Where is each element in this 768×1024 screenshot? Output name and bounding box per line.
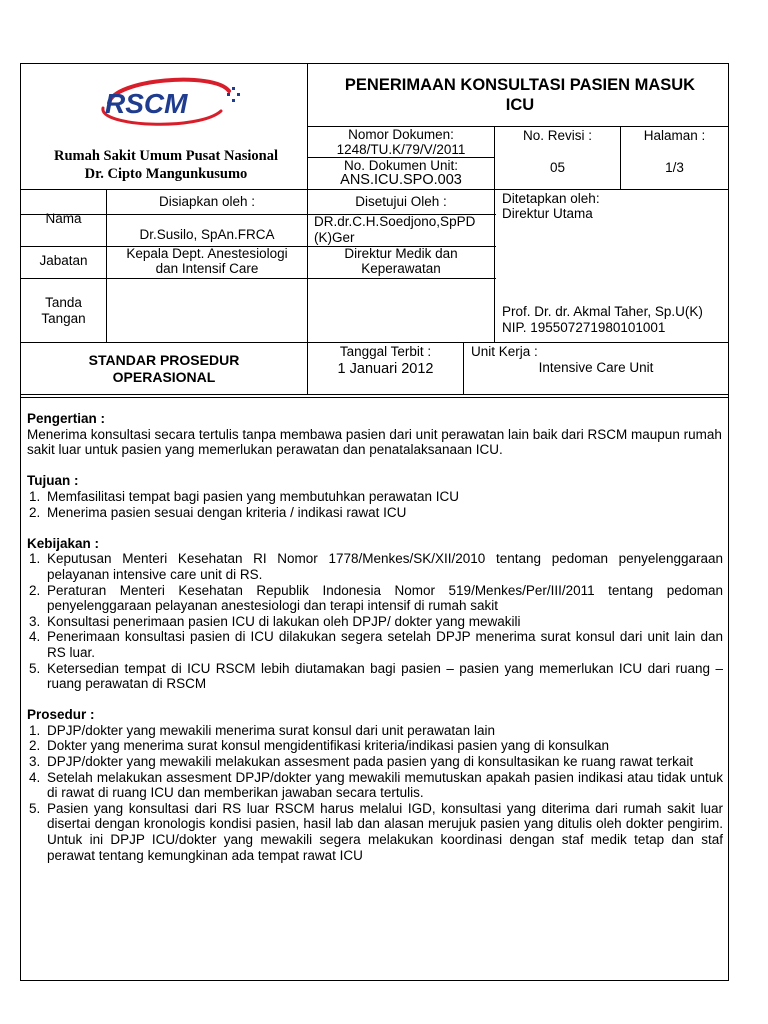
list-item: 4. Setelah melakukan assesment DPJP/dokter yang mewakili memutuskan apakah pasien indikasi atau tidak untuk di rawat di ruang ICU dan memberikan jawaban secara tertulis. [29,769,723,801]
divider [21,397,728,398]
logo-text: RSCM [105,88,188,119]
list-item: 2. Menerima pasien sesuai dengan kriteria / indikasi rawat ICU [29,504,407,520]
divider [21,278,496,279]
hospital-name: Rumah Sakit Umum Pusat Nasional Dr. Cipto Mangunkusumo [54,148,278,182]
definition-heading: Pengertian : [27,411,106,426]
definition-text: Menerima konsultasi secara tertulis tanpa membawa pasien dari unit perawatan lain baik dari RSCM maupun rumah sakit luar untuk pasien yang memerlukan perawatan dan penatalaksanaan ICU. [27,426,722,458]
issue-date-label: Tanggal Terbit : [339,344,432,359]
divider [21,189,728,190]
prepared-name: Dr.Susilo, SpAn.FRCA [139,227,275,242]
list-item: 2. Peraturan Menteri Kesehatan Republik Indonesia Nomor 519/Menkes/Per/III/2011 tentang pedoman penyelenggaraan pelayanan anestesiologi dan terapi intensif di rumah sakit [29,582,723,614]
approved-by-label: Disetujui Oleh : [355,194,447,209]
list-item: 1. Keputusan Menteri Kesehatan RI Nomor 1778/Menkes/SK/XII/2010 tentang pedoman penyelenggaraan pelayanan intensive care unit di RS. [29,551,723,582]
determined-by: Ditetapkan oleh: Direktur Utama [502,191,600,221]
list-item: 3. Konsultasi penerimaan pasien ICU di lakukan oleh DPJP/ dokter yang mewakili [29,613,521,629]
list-item: 1. Memfasilitasi tempat bagi pasien yang membutuhkan perawatan ICU [29,488,459,504]
divider [21,394,728,395]
list-item: 5. Pasien yang konsultasi dari RS luar RSCM harus melalui IGD, konsultasi yang diterima dari rumah sakit luar disertai dengan kronologis kondisi pasien, hasil lab dan alasan merujuk pasien yang ditulis oleh dokter pengirim. Untuk ini DPJP ICU/dokter yang mewakili segera melakukan koordinasi dengan staf medik tetap dan staf perawat tentang kemungkinan ada tempat rawat ICU [29,800,723,863]
list-item: 1. DPJP/dokter yang mewakili menerima surat konsul dari unit perawatan lain [29,722,495,738]
approved-position: Direktur Medik dan Keperawatan [344,246,458,276]
list-item: 4. Penerimaan konsultasi pasien di ICU dilakukan segera setelah DPJP menerima surat konsul dari unit lain dan RS luar. [29,629,723,660]
policy-list [27,551,723,691]
unit-doc-number: No. Dokumen Unit: ANS.ICU.SPO.003 [340,158,462,188]
policy-heading: Kebijakan : [27,535,100,551]
revision-label: No. Revisi : [522,128,593,143]
sop-label: STANDAR PROSEDUR OPERASIONAL [88,352,240,385]
position-label: Jabatan [39,253,88,268]
list-item: 5. Ketersedian tempat di ICU RSCM lebih diutamakan bagi pasien – pasien yang memerlukan ICU dari ruang – ruang perawatan di RSCM [29,660,723,692]
approved-name: DR.dr.C.H.Soedjono,SpPD (K)Ger [314,214,476,245]
signature-label: Tanda Tangan [41,295,86,326]
list-item: 2. Dokter yang menerima surat konsul mengidentifikasi kriteria/indikasi pasien yang di konsulkan [29,738,610,754]
sop-body [27,411,723,863]
prepared-position: Kepala Dept. Anestesiologi dan Intensif Care [126,246,288,276]
divider [21,342,728,343]
list-item: 3. DPJP/dokter yang mewakili melakukan assesment pada pasien yang di konsultasikan ke ruang rawat terkait [29,754,694,770]
work-unit-label: Unit Kerja : [471,344,538,359]
revision-value: 05 [549,160,566,175]
doc-number: Nomor Dokumen: 1248/TU.K/79/V/2011 [336,127,466,157]
issue-date-value: 1 Januari 2012 [337,361,434,377]
prepared-by-label: Disiapkan oleh : [158,194,256,209]
name-label: Nama [45,211,82,226]
determined-person: Prof. Dr. dr. Akmal Taher, Sp.U(K) NIP. 195507271980101001 [502,304,703,335]
sop-document [20,63,729,981]
rscm-logo [89,73,249,131]
page-value: 1/3 [665,160,684,175]
purpose-list [27,489,723,520]
document-title: PENERIMAAN KONSULTASI PASIEN MASUK ICU [344,76,696,114]
procedure-heading: Prosedur : [27,707,95,723]
work-unit-value: Intensive Care Unit [538,360,654,375]
procedure-list [27,723,723,863]
page-label: Halaman : [643,128,706,143]
purpose-heading: Tujuan : [27,473,79,489]
